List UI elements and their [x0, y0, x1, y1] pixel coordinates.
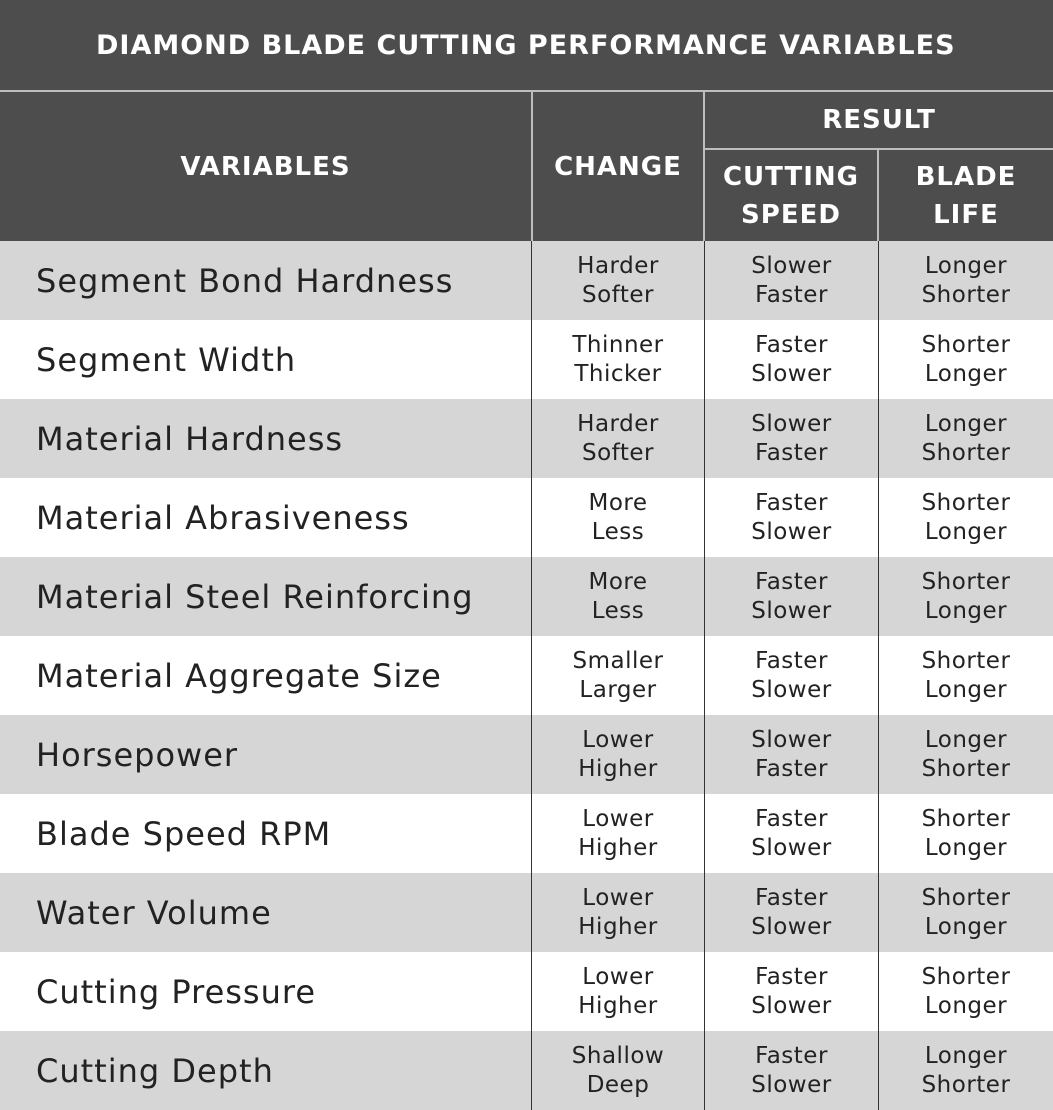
blade-life-cell [879, 873, 1053, 952]
blade-life-value: Longer [924, 992, 1008, 1019]
cutting-speed-value: Slower [751, 913, 832, 940]
header-change [533, 92, 703, 241]
variable-cell [0, 636, 532, 715]
cutting-speed-value: Faster [755, 647, 828, 674]
cutting-speed-value: Faster [755, 884, 828, 911]
table-row [0, 478, 1053, 557]
table-row [0, 794, 1053, 873]
table-row [0, 1031, 1053, 1110]
variable-cell [0, 1031, 532, 1110]
change-cell [532, 715, 705, 794]
cutting-speed-value: Slower [751, 834, 832, 861]
table-row [0, 873, 1053, 952]
cutting-speed-value: Faster [755, 489, 828, 516]
variable-cell [0, 557, 532, 636]
cutting-speed-cell [705, 952, 879, 1031]
change-value: Harder [577, 410, 659, 437]
variable-cell [0, 794, 532, 873]
change-value: More [588, 568, 648, 595]
header-cutting-speed-line2: SPEED [741, 199, 841, 230]
cutting-speed-value: Faster [755, 1042, 828, 1069]
header-variables-label: VARIABLES [180, 151, 351, 182]
blade-life-cell [879, 241, 1053, 320]
change-cell [532, 557, 705, 636]
change-cell [532, 952, 705, 1031]
variable-label: Cutting Depth [36, 1051, 274, 1090]
change-value: Thicker [574, 360, 662, 387]
change-value: Harder [577, 252, 659, 279]
blade-life-cell [879, 478, 1053, 557]
blade-life-value: Longer [924, 913, 1008, 940]
cutting-speed-cell [705, 715, 879, 794]
cutting-speed-value: Slower [751, 1071, 832, 1098]
change-value: Less [591, 518, 645, 545]
change-value: Lower [582, 884, 654, 911]
variable-label: Horsepower [36, 735, 239, 774]
variable-cell [0, 952, 532, 1031]
blade-life-value: Shorter [921, 963, 1011, 990]
blade-life-cell [879, 952, 1053, 1031]
table-title-text: DIAMOND BLADE CUTTING PERFORMANCE VARIABLES [96, 29, 956, 61]
header-divider-change [703, 92, 705, 241]
variable-label: Water Volume [36, 893, 272, 932]
change-value: Larger [579, 676, 657, 703]
blade-life-value: Longer [924, 360, 1008, 387]
blade-life-value: Longer [924, 834, 1008, 861]
change-value: Deep [586, 1071, 650, 1098]
blade-life-value: Longer [924, 676, 1008, 703]
cutting-speed-value: Slower [751, 410, 832, 437]
variable-label: Cutting Pressure [36, 972, 317, 1011]
blade-life-cell [879, 794, 1053, 873]
cutting-speed-value: Faster [755, 568, 828, 595]
variable-cell [0, 241, 532, 320]
change-cell [532, 478, 705, 557]
change-cell [532, 636, 705, 715]
change-value: Lower [582, 963, 654, 990]
cutting-speed-cell [705, 241, 879, 320]
blade-life-cell [879, 636, 1053, 715]
change-value: Smaller [572, 647, 664, 674]
table-title [0, 0, 1053, 90]
blade-life-value: Longer [924, 518, 1008, 545]
header-cutting-speed [705, 150, 877, 241]
change-value: Lower [582, 805, 654, 832]
table-row [0, 636, 1053, 715]
table-row [0, 557, 1053, 636]
cutting-speed-cell [705, 794, 879, 873]
cutting-speed-value: Slower [751, 360, 832, 387]
header-divider-speed [877, 150, 879, 241]
blade-life-value: Shorter [921, 805, 1011, 832]
cutting-speed-cell [705, 1031, 879, 1110]
blade-life-cell [879, 557, 1053, 636]
cutting-speed-value: Slower [751, 676, 832, 703]
cutting-speed-value: Faster [755, 755, 828, 782]
variable-cell [0, 320, 532, 399]
cutting-speed-cell [705, 636, 879, 715]
change-value: Lower [582, 726, 654, 753]
table-row [0, 241, 1053, 320]
change-value: More [588, 489, 648, 516]
blade-life-value: Longer [924, 410, 1008, 437]
header-blade-life-line1: BLADE [915, 161, 1017, 192]
blade-life-cell [879, 715, 1053, 794]
header-change-label: CHANGE [554, 151, 682, 182]
variable-cell [0, 399, 532, 478]
table-body [0, 241, 1053, 1110]
cutting-speed-value: Slower [751, 518, 832, 545]
table-row [0, 320, 1053, 399]
cutting-speed-value: Faster [755, 439, 828, 466]
variable-label: Material Hardness [36, 419, 344, 458]
header-cutting-speed-line1: CUTTING [722, 161, 860, 192]
blade-life-cell [879, 1031, 1053, 1110]
blade-life-cell [879, 320, 1053, 399]
change-value: Higher [578, 755, 658, 782]
cutting-speed-value: Slower [751, 252, 832, 279]
variable-label: Blade Speed RPM [36, 814, 332, 853]
cutting-speed-cell [705, 873, 879, 952]
blade-life-value: Shorter [921, 1071, 1011, 1098]
blade-life-value: Shorter [921, 647, 1011, 674]
change-cell [532, 241, 705, 320]
blade-life-value: Shorter [921, 439, 1011, 466]
cutting-speed-value: Faster [755, 331, 828, 358]
blade-life-value: Shorter [921, 281, 1011, 308]
table-row [0, 952, 1053, 1031]
blade-life-cell [879, 399, 1053, 478]
change-cell [532, 1031, 705, 1110]
change-value: Higher [578, 913, 658, 940]
blade-life-value: Shorter [921, 331, 1011, 358]
change-cell [532, 399, 705, 478]
table-row [0, 715, 1053, 794]
change-value: Softer [582, 281, 654, 308]
blade-life-value: Shorter [921, 489, 1011, 516]
variable-label: Segment Width [36, 340, 297, 379]
header-variables [0, 92, 531, 241]
change-value: Shallow [571, 1042, 665, 1069]
change-cell [532, 873, 705, 952]
cutting-speed-cell [705, 320, 879, 399]
blade-life-value: Longer [924, 252, 1008, 279]
variable-cell [0, 873, 532, 952]
cutting-speed-cell [705, 478, 879, 557]
variable-label: Segment Bond Hardness [36, 261, 454, 300]
change-value: Thinner [572, 331, 664, 358]
header-blade-life-line2: LIFE [933, 199, 999, 230]
header-result [705, 92, 1053, 148]
variable-label: Material Steel Reinforcing [36, 577, 474, 616]
header-blade-life [879, 150, 1053, 241]
change-cell [532, 320, 705, 399]
blade-life-value: Shorter [921, 755, 1011, 782]
cutting-speed-value: Slower [751, 726, 832, 753]
cutting-speed-value: Faster [755, 281, 828, 308]
blade-life-value: Shorter [921, 568, 1011, 595]
cutting-speed-value: Faster [755, 805, 828, 832]
cutting-speed-cell [705, 399, 879, 478]
variable-label: Material Aggregate Size [36, 656, 442, 695]
blade-life-value: Shorter [921, 884, 1011, 911]
change-value: Less [591, 597, 645, 624]
change-value: Higher [578, 834, 658, 861]
blade-life-value: Longer [924, 597, 1008, 624]
change-value: Higher [578, 992, 658, 1019]
cutting-speed-value: Faster [755, 963, 828, 990]
change-cell [532, 794, 705, 873]
cutting-speed-cell [705, 557, 879, 636]
blade-life-value: Longer [924, 726, 1008, 753]
variable-label: Material Abrasiveness [36, 498, 410, 537]
header-divider-result [705, 148, 1053, 150]
variable-cell [0, 715, 532, 794]
cutting-speed-value: Slower [751, 597, 832, 624]
cutting-speed-value: Slower [751, 992, 832, 1019]
header-divider-variables [531, 92, 533, 241]
table-row [0, 399, 1053, 478]
blade-life-value: Longer [924, 1042, 1008, 1069]
change-value: Softer [582, 439, 654, 466]
header-result-label: RESULT [822, 105, 936, 135]
variable-cell [0, 478, 532, 557]
